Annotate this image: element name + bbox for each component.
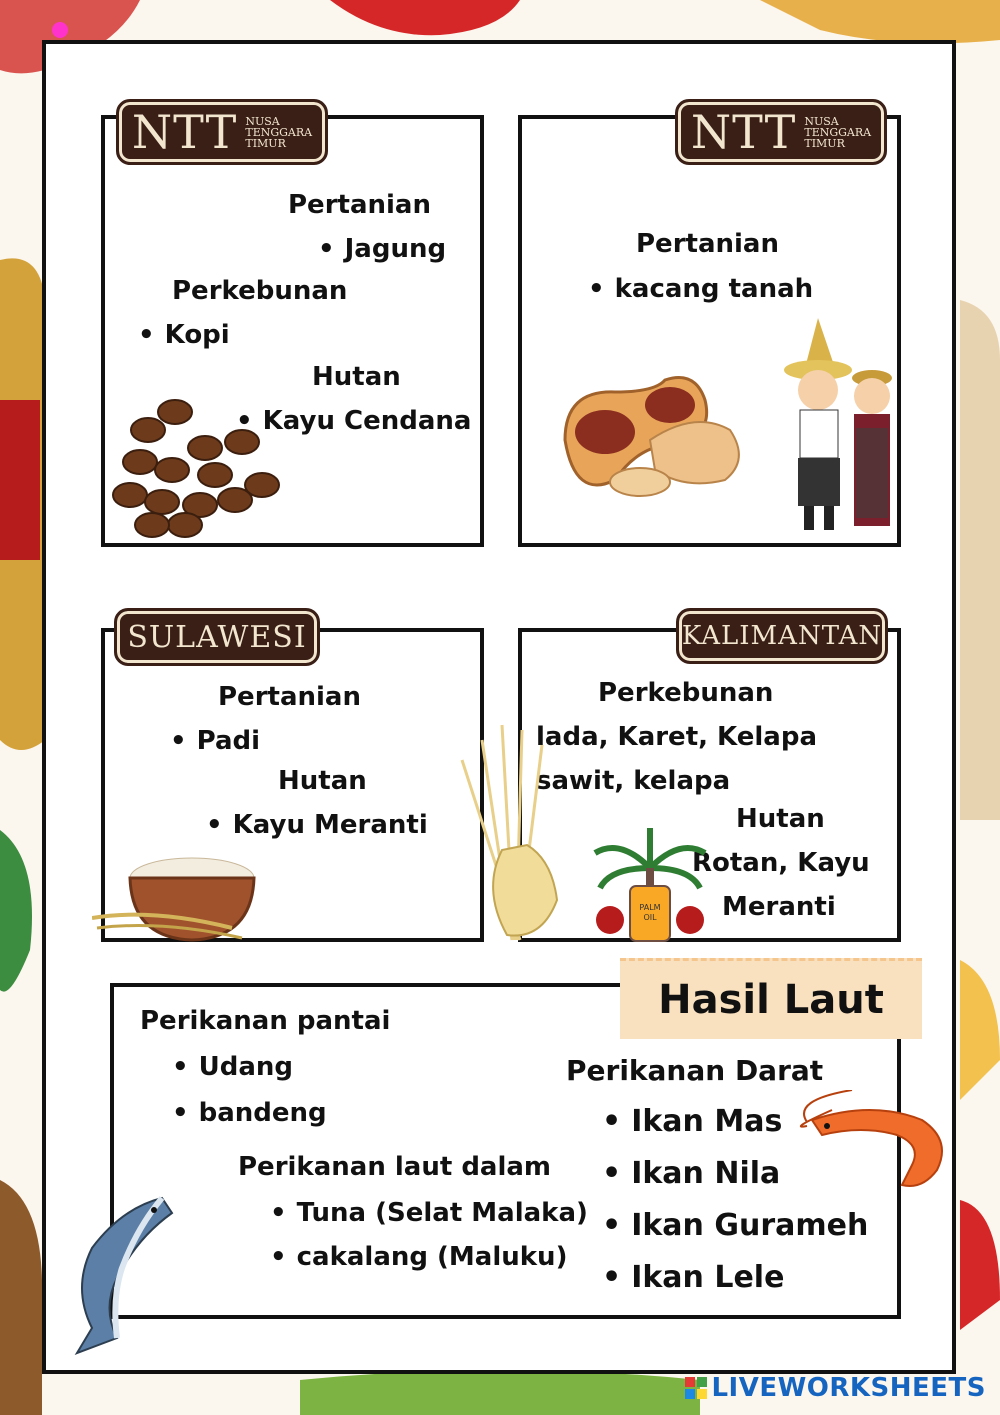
- badge-ntt-2: [675, 99, 887, 165]
- item-sawit-kelapa: sawit, kelapa: [536, 766, 731, 796]
- item-rotan-kayu: Rotan, Kayu: [692, 848, 870, 878]
- badge-kalimantan: [676, 608, 888, 664]
- item-cakalang: • cakalang (Maluku): [270, 1242, 567, 1272]
- coffee-beans-image: [110, 390, 290, 540]
- badge-sulawesi-title: SULAWESI: [127, 619, 307, 655]
- fish-image: [62, 1188, 182, 1358]
- item-lada-karet-kelapa: lada, Karet, Kelapa: [536, 722, 817, 752]
- rice-bowl-image: [92, 848, 262, 948]
- item-tuna: • Tuna (Selat Malaka): [270, 1198, 588, 1228]
- item-bandeng: • bandeng: [172, 1098, 327, 1128]
- badge-ntt-title: NTT: [131, 105, 238, 159]
- liveworksheets-logo-text: LIVEWORKSHEETS: [711, 1373, 986, 1403]
- liveworksheets-logo-icon: [685, 1377, 707, 1399]
- item-udang: • Udang: [172, 1052, 293, 1082]
- item-jagung: • Jagung: [318, 234, 446, 264]
- heading-pertanian: Pertanian: [636, 229, 779, 259]
- item-ikan-lele: • Ikan Lele: [602, 1260, 784, 1295]
- item-kayu-meranti: • Kayu Meranti: [206, 810, 428, 840]
- heading-perikanan-laut-dalam: Perikanan laut dalam: [238, 1152, 552, 1182]
- badge-ntt-1: [116, 99, 328, 165]
- palm-oil-label-2: OIL: [643, 913, 657, 922]
- palm-oil-label-1: PALM: [639, 903, 661, 912]
- pepper-stalk-image: [442, 720, 582, 945]
- palm-oil-image: [590, 828, 710, 943]
- badge-kalimantan-title: KALIMANTAN: [681, 621, 883, 651]
- heading-perikanan-pantai: Perikanan pantai: [140, 1006, 391, 1036]
- heading-perkebunan: Perkebunan: [598, 678, 774, 708]
- item-meranti: Meranti: [722, 892, 836, 922]
- peanut-image: [555, 370, 755, 510]
- item-ikan-gurameh: • Ikan Gurameh: [602, 1208, 868, 1243]
- traditional-couple-image: [780, 318, 900, 538]
- hasil-laut-tag: Hasil Laut: [620, 958, 922, 1039]
- shrimp-image: [792, 1090, 952, 1200]
- heading-pertanian: Pertanian: [218, 682, 361, 712]
- heading-hutan: Hutan: [736, 804, 825, 834]
- heading-perkebunan: Perkebunan: [172, 276, 348, 306]
- item-ikan-nila: • Ikan Nila: [602, 1156, 780, 1191]
- badge-ntt-subtitle: NUSA TENGGARA TIMUR: [245, 114, 313, 150]
- heading-hutan: Hutan: [278, 766, 367, 796]
- item-kayu-cendana: • Kayu Cendana: [236, 406, 471, 436]
- heading-hutan: Hutan: [312, 362, 401, 392]
- item-ikan-mas: • Ikan Mas: [602, 1104, 782, 1139]
- liveworksheets-logo[interactable]: [685, 1373, 986, 1403]
- item-kopi: • Kopi: [138, 320, 230, 350]
- item-kacang-tanah: • kacang tanah: [588, 274, 813, 304]
- item-padi: • Padi: [170, 726, 260, 756]
- badge-ntt-subtitle: NUSA TENGGARA TIMUR: [804, 114, 872, 150]
- heading-perikanan-darat: Perikanan Darat: [566, 1054, 824, 1087]
- heading-pertanian: Pertanian: [288, 190, 431, 220]
- badge-ntt-title: NTT: [690, 105, 797, 159]
- badge-sulawesi: [114, 608, 320, 666]
